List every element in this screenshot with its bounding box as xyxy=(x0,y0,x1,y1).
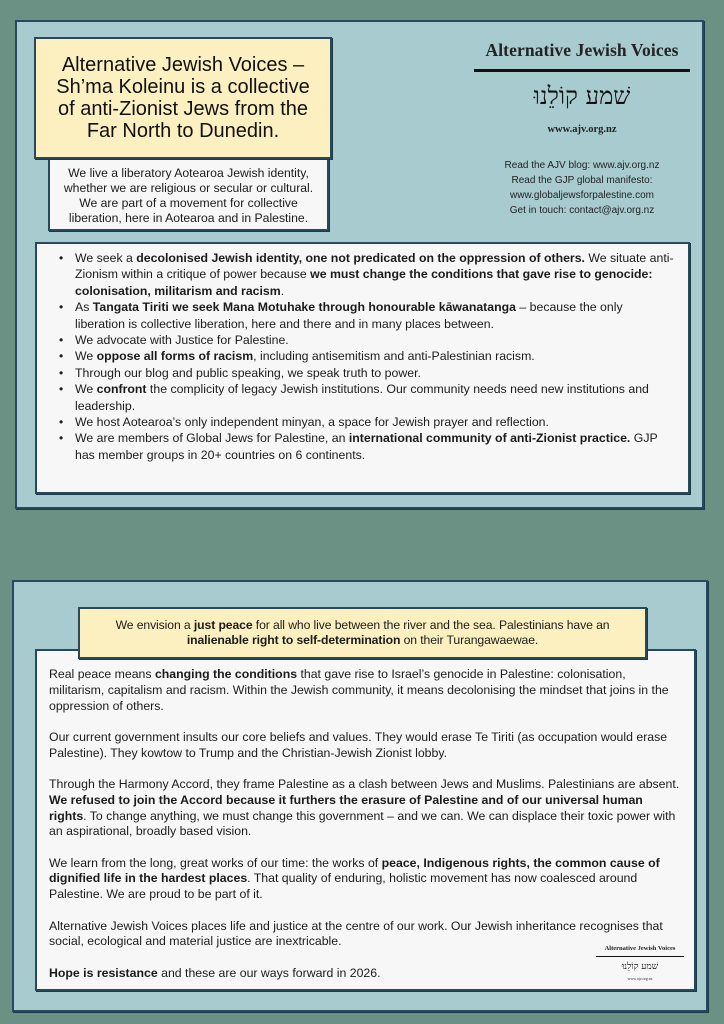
title-callout xyxy=(34,37,332,159)
vision-statement: We envision a just peace for all who live between the river and the sea. Palestinians have an inalienable right to self-determination on their Turangawaewae. xyxy=(115,617,610,647)
list-item: • We confront the complicity of legacy Jewish institutions. Our community needs need new institutions and leadership. xyxy=(57,381,674,414)
paragraph: Our current government insults our core beliefs and values. They would erase Te Tiriti (as occupation would erase Palestine). They kowtow to Trump and the Christian-Jewish Zionist lobby. xyxy=(49,729,668,760)
paragraph: Hope is resistance and these are our ways forward in 2026. xyxy=(49,965,381,980)
contact-email[interactable]: Get in touch: contact@ajv.org.nz xyxy=(509,205,655,216)
vision-panel xyxy=(12,580,708,1012)
logo-name: Alternative Jewish Voices xyxy=(485,40,679,60)
list-item: • Through our blog and public speaking, we speak truth to power. xyxy=(57,365,674,381)
mini-logo-hebrew: שׁמע קוֹלֵנוּ xyxy=(621,962,659,972)
intro-text: We live a liberatory Aotearoa Jewish identity, whether we are religious or secular or cultural. We are part of a movement for collective liberation, here in Aotearoa and in Palestine. xyxy=(63,166,314,225)
mini-logo-divider xyxy=(596,956,684,957)
list-item: • We oppose all forms of racism, including antisemitism and anti-Palestinian racism. xyxy=(57,348,674,364)
paragraph: Real peace means changing the conditions that gave rise to Israel’s genocide in Palestine: colonisation, militarism, capitalism and racism. Within the Jewish community, it means decolonising the mindset that joins in the oppression of others. xyxy=(49,667,669,713)
page-title: Alternative Jewish Voices – Sh’ma Koleinu is a collective of anti-Zionist Jews from the Far North to Dunedin. xyxy=(56,54,310,142)
vision-banner xyxy=(78,607,647,659)
blog-link[interactable]: Read the AJV blog: www.ajv.org.nz xyxy=(504,160,660,171)
list-item: • We are members of Global Jews for Palestine, an international community of anti-Zionist practice. GJP has member groups in 20+ countries on 6 continents. xyxy=(57,430,674,463)
mini-ajv-logo xyxy=(596,945,684,981)
ajv-logo xyxy=(472,40,692,135)
contact-info xyxy=(467,158,697,218)
paragraph: We learn from the long, great works of our time: the works of peace, Indigenous rights, the common cause of dignified life in the hardest places. That quality of enduring, holistic movement has now coalesced around Palestine. We are proud to be part of it. xyxy=(49,855,660,902)
logo-divider xyxy=(474,69,690,72)
logo-url[interactable]: www.ajv.org.nz xyxy=(547,124,617,135)
manifesto-link[interactable]: www.globaljewsforpalestine.com xyxy=(510,190,654,201)
paragraph: Through the Harmony Accord, they frame Palestine as a clash between Jews and Muslims. Palestinians are absent. We refused to join the Accord because it furthers the erasure of Palestine and of our universal human rights. To change anything, we must change this government – and we can. We can displace their toxic power with an aspirational, broadly based vision. xyxy=(49,776,680,839)
vision-body xyxy=(35,649,696,991)
principles-list xyxy=(57,250,674,463)
manifesto-label: Read the GJP global manifesto: xyxy=(511,175,653,186)
mini-logo-name: Alternative Jewish Voices xyxy=(604,945,676,952)
principles-box xyxy=(35,242,690,494)
logo-hebrew: שׁמע קוֹלֵנוּ xyxy=(533,82,631,110)
list-item: • We advocate with Justice for Palestine. xyxy=(57,332,674,348)
mini-logo-url: www.ajv.org.nz xyxy=(627,976,653,981)
about-panel xyxy=(15,20,704,509)
list-item: • We host Aotearoa’s only independent minyan, a space for Jewish prayer and reflection. xyxy=(57,414,674,430)
list-item: • We seek a decolonised Jewish identity, one not predicated on the oppression of others. We situate anti-Zionism within a critique of power because we must change the conditions that gave rise to genocide: colonisation, militarism and racism. xyxy=(57,250,674,299)
list-item: • As Tangata Tiriti we seek Mana Motuhake through honourable kāwanatanga – because the only liberation is collective liberation, here and there and in many places between. xyxy=(57,299,674,332)
paragraph: Alternative Jewish Voices places life and justice at the centre of our work. Our Jewish inheritance recognises that social, ecological and material justice are inextricable. xyxy=(49,918,663,949)
intro-callout xyxy=(48,157,329,231)
